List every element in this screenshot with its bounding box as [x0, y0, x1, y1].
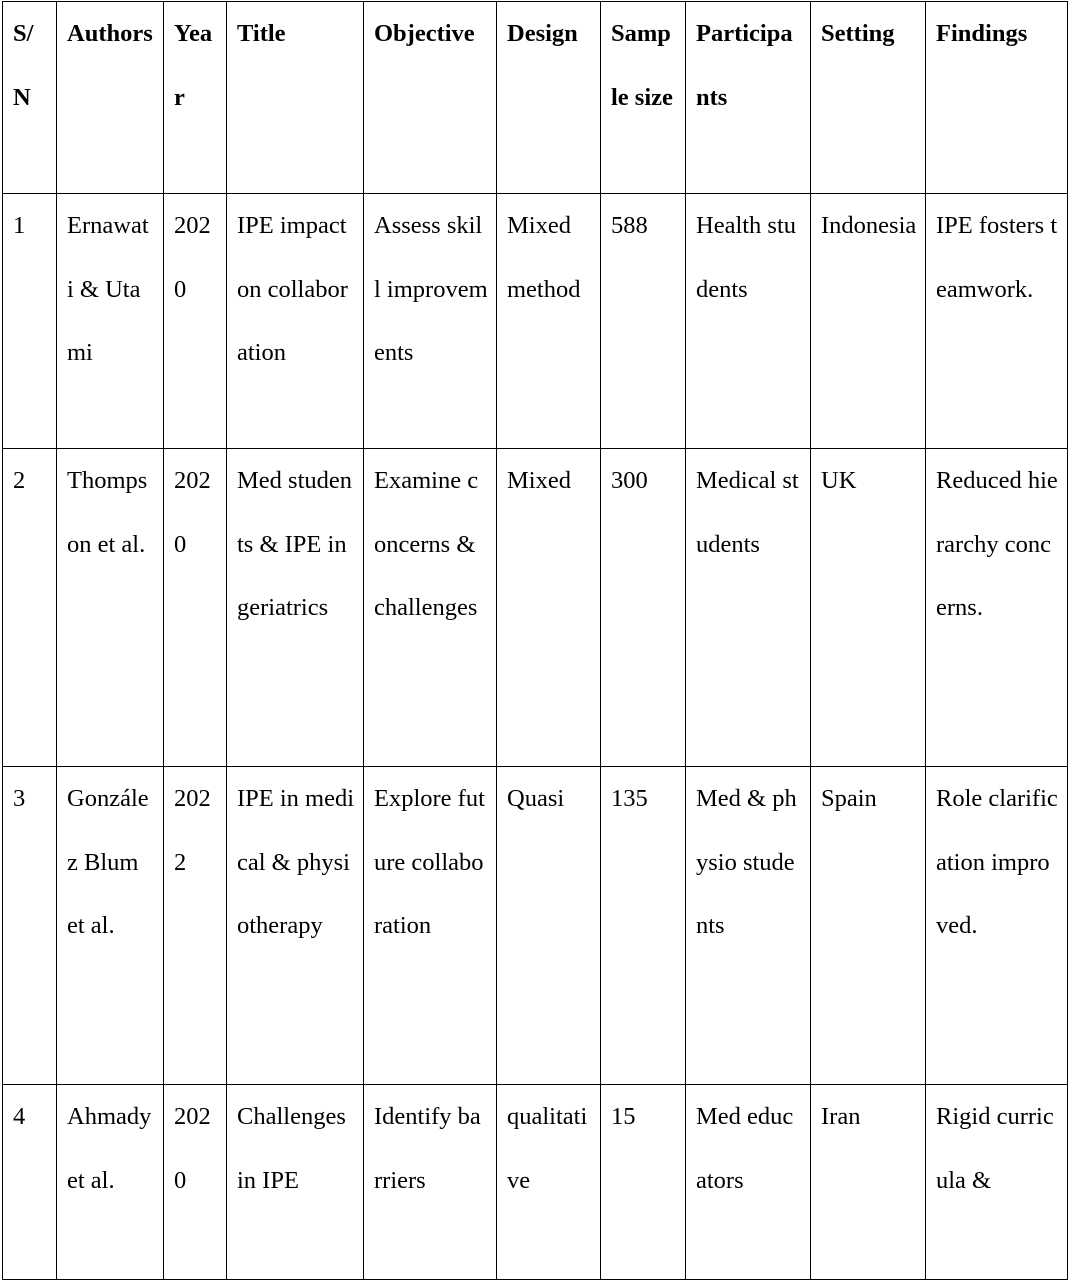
- cell-findings: Role clarification improved.: [926, 767, 1068, 1085]
- cell-findings: Rigid curricula &: [926, 1085, 1068, 1280]
- cell-participants: Med educators: [686, 1085, 811, 1280]
- cell-title: Med students & IPE in geriatrics: [227, 449, 364, 767]
- cell-year: 2022: [164, 767, 227, 1085]
- table-row: [3, 194, 1068, 449]
- cell-sn: 1: [3, 194, 57, 449]
- cell-objective: Assess skill improvements: [364, 194, 497, 449]
- header-findings: Findings: [926, 2, 1068, 194]
- cell-design: Quasi: [497, 767, 601, 1085]
- cell-sample-size: 135: [601, 767, 686, 1085]
- header-row: [3, 2, 1068, 194]
- cell-objective: Identify barriers: [364, 1085, 497, 1280]
- cell-authors: González Blum et al.: [57, 767, 164, 1085]
- cell-setting: UK: [811, 449, 926, 767]
- table-row: [3, 449, 1068, 767]
- cell-setting: Spain: [811, 767, 926, 1085]
- cell-year: 2020: [164, 1085, 227, 1280]
- header-objective: Objective: [364, 2, 497, 194]
- cell-title: IPE in medical & physiotherapy: [227, 767, 364, 1085]
- cell-participants: Med & physio students: [686, 767, 811, 1085]
- header-setting: Setting: [811, 2, 926, 194]
- review-table: [2, 1, 1068, 1280]
- cell-design: qualitative: [497, 1085, 601, 1280]
- cell-title: IPE impact on collaboration: [227, 194, 364, 449]
- header-title: Title: [227, 2, 364, 194]
- cell-participants: Medical students: [686, 449, 811, 767]
- cell-design: Mixed method: [497, 194, 601, 449]
- cell-findings: Reduced hierarchy concerns.: [926, 449, 1068, 767]
- cell-findings: IPE fosters teamwork.: [926, 194, 1068, 449]
- cell-sample-size: 588: [601, 194, 686, 449]
- table-row: [3, 1085, 1068, 1280]
- cell-participants: Health students: [686, 194, 811, 449]
- cell-objective: Examine concerns & challenges: [364, 449, 497, 767]
- cell-sample-size: 15: [601, 1085, 686, 1280]
- cell-title: Challenges in IPE: [227, 1085, 364, 1280]
- cell-sn: 4: [3, 1085, 57, 1280]
- header-sample-size: Sample size: [601, 2, 686, 194]
- cell-authors: Ahmady et al.: [57, 1085, 164, 1280]
- cell-year: 2020: [164, 194, 227, 449]
- cell-setting: Iran: [811, 1085, 926, 1280]
- cell-authors: Ernawati & Utami: [57, 194, 164, 449]
- cell-design: Mixed: [497, 449, 601, 767]
- cell-sn: 2: [3, 449, 57, 767]
- cell-objective: Explore future collaboration: [364, 767, 497, 1085]
- cell-authors: Thompson et al.: [57, 449, 164, 767]
- header-authors: Authors: [57, 2, 164, 194]
- table-row: [3, 767, 1068, 1085]
- header-year: Year: [164, 2, 227, 194]
- cell-setting: Indonesia: [811, 194, 926, 449]
- header-sn: S/N: [3, 2, 57, 194]
- cell-sn: 3: [3, 767, 57, 1085]
- cell-year: 2020: [164, 449, 227, 767]
- header-design: Design: [497, 2, 601, 194]
- header-participants: Participants: [686, 2, 811, 194]
- cell-sample-size: 300: [601, 449, 686, 767]
